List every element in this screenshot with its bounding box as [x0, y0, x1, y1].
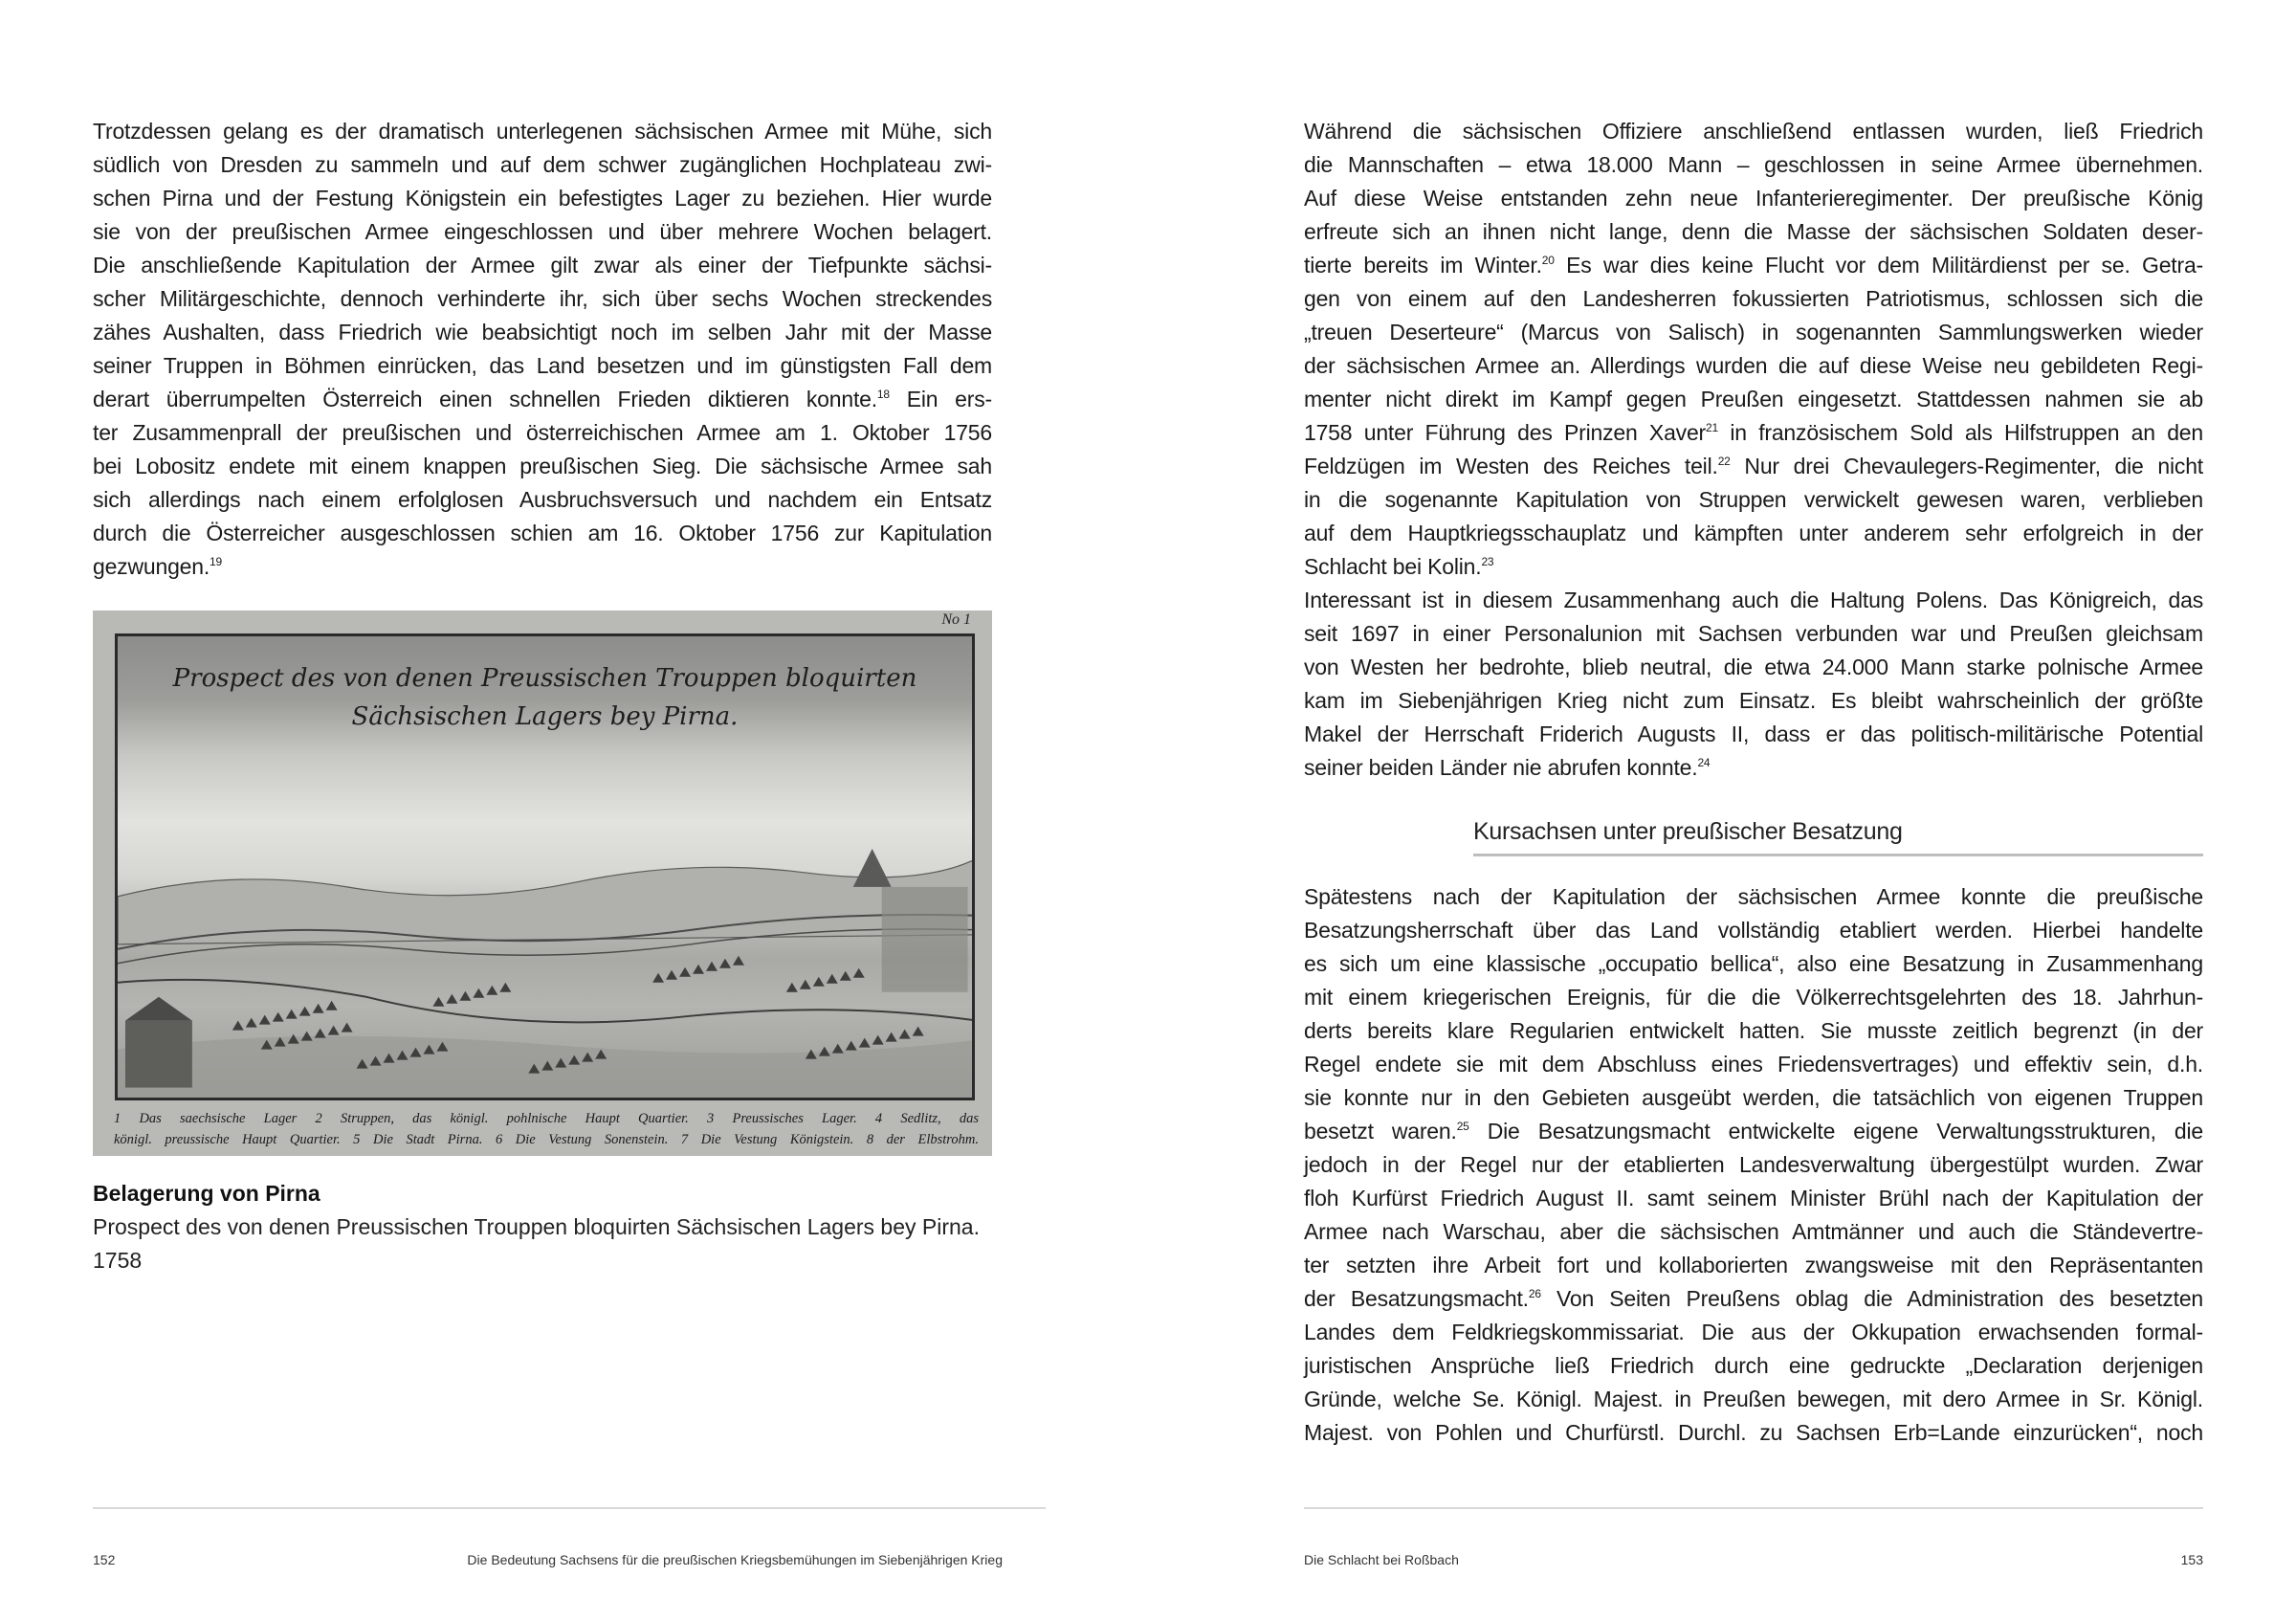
- right-paragraph-1: [1304, 115, 2203, 785]
- tent-mark: [370, 1056, 382, 1066]
- tent-mark: [384, 1054, 395, 1063]
- running-title: Die Schlacht bei Roßbach: [1304, 1552, 1459, 1567]
- line-text: die Mannschaften – etwa 18.000 Mann – geschlossen in seine Armee übernehmen.: [1304, 152, 2203, 177]
- legend-line-1: 1 Das saechsische Lager 2 Struppen, das königl. pohlnische Haupt Quartier. 3 Preussisches Lager. 4 Sedlitz, das: [114, 1111, 979, 1126]
- tent-mark: [246, 1018, 257, 1028]
- text-line: [93, 416, 992, 450]
- line-text: Armee nach Warschau, aber die sächsischen Amtmänner und auch die Ständevertre-: [1304, 1219, 2203, 1244]
- text-line: [1304, 981, 2203, 1014]
- tent-mark: [853, 968, 865, 978]
- line-text: Regel endete sie mit dem Abschluss eines Friedensvertrages) und effektiv sein, d.h.: [1304, 1052, 2203, 1077]
- plate-number: No 1: [941, 611, 971, 628]
- caption-title: Belagerung von Pirna: [93, 1181, 320, 1206]
- text-line: [1304, 148, 2203, 182]
- text-line: [93, 282, 992, 316]
- line-text: Ein ers-: [889, 387, 992, 411]
- line-text: der sächsischen Armee an. Allerdings wurden die auf diese Weise neu gebildeten Regi-: [1304, 353, 2203, 378]
- footnote-marker[interactable]: 20: [1541, 254, 1555, 267]
- text-line: [1304, 517, 2203, 550]
- figure-caption: [93, 1177, 992, 1277]
- line-text: es sich um eine klassische „occupatio bellica“, also eine Besatzung in Zusammenhang: [1304, 951, 2203, 976]
- footnote-marker[interactable]: 19: [210, 555, 222, 568]
- tent-mark: [328, 1026, 340, 1035]
- tent-mark: [733, 956, 744, 966]
- text-line: [93, 148, 992, 182]
- tent-mark: [693, 965, 704, 974]
- tent-mark: [326, 1001, 338, 1010]
- line-text: Feldzügen im Westen des Reiches teil.: [1304, 454, 1718, 478]
- text-line: [1304, 684, 2203, 718]
- line-text: jedoch in der Regel nur der etablierten Landesverwaltung übergestülpt wurden. Zwar: [1304, 1152, 2203, 1177]
- caption-description: Prospect des von denen Preussischen Trouppen bloquirten Sächsischen Lagers bey Pirna.: [93, 1214, 980, 1239]
- text-line: [1304, 914, 2203, 947]
- left-paragraph: [93, 115, 992, 584]
- line-text: floh Kurfürst Friedrich August II. samt seinem Minister Brühl nach der Kapitulation der: [1304, 1186, 2203, 1210]
- footnote-marker[interactable]: 25: [1456, 1120, 1469, 1133]
- tent-mark: [666, 970, 677, 980]
- line-text: in die sogenannte Kapitulation von Struppen verwickelt gewesen waren, verblieben: [1304, 487, 2203, 512]
- right-paragraph-2: [1304, 880, 2203, 1450]
- line-text: Auf diese Weise entstanden zehn neue Infanterieregimenter. Der preußische König: [1304, 186, 2203, 211]
- tent-mark: [286, 1010, 298, 1019]
- tent-mark: [459, 991, 471, 1001]
- line-text: derts bereits klare Regularien entwickelt hatten. Sie musste zeitlich begrenzt (in der: [1304, 1018, 2203, 1043]
- tent-mark: [436, 1042, 448, 1052]
- tent-mark: [846, 1041, 857, 1051]
- line-text: Besatzungsherrschaft über das Land vollständig etabliert werden. Hierbei handelte: [1304, 918, 2203, 943]
- line-text: „treuen Deserteure“ (Marcus von Salisch) in sogenannten Sammlungswerken wieder: [1304, 320, 2203, 344]
- line-text: ter setzten ihre Arbeit fort und kollaborierten zwangsweise mit den Repräsentanten: [1304, 1253, 2203, 1277]
- tent-mark: [719, 959, 731, 968]
- text-line: [1304, 115, 2203, 148]
- tent-mark: [410, 1048, 422, 1057]
- tent-mark: [473, 988, 484, 998]
- text-line: [1304, 450, 2203, 483]
- line-text: scher Militärgeschichte, dennoch verhinderte ihr, sich über sechs Wochen streckendes: [93, 286, 992, 311]
- line-text: gen von einem auf den Landesherren fokussierten Patriotismus, schlossen sich die: [1304, 286, 2203, 311]
- text-line: [1304, 947, 2203, 981]
- tent-mark: [259, 1015, 271, 1025]
- line-text: Die anschließende Kapitulation der Armee gilt zwar als einer der Tiefpunkte sächsi-: [93, 253, 992, 278]
- tent-mark: [313, 1004, 324, 1013]
- text-line: [1304, 880, 2203, 914]
- text-line: [93, 349, 992, 383]
- tent-mark: [528, 1064, 540, 1074]
- section-heading: [1473, 815, 2203, 856]
- engraving-title-line-2: Sächsischen Lagers bey Pirna.: [351, 702, 739, 731]
- line-text: Majest. von Pohlen und Churfürstl. Durchl. zu Sachsen Erb=Lande einzurücken“, noch: [1304, 1420, 2203, 1445]
- line-text: Es war dies keine Flucht vor dem Militärdienst per se. Getra-: [1554, 253, 2204, 278]
- line-text: seiner Truppen in Böhmen einrücken, das Land besetzen und im günstigsten Fall dem: [93, 353, 992, 378]
- line-text: Trotzdessen gelang es der dramatisch unterlegenen sächsischen Armee mit Mühe, sich: [93, 119, 992, 144]
- engraving-title-line-1: Prospect des von denen Preussischen Trouppen bloquirten: [172, 664, 917, 693]
- tent-mark: [800, 980, 811, 989]
- line-text: 1758 unter Führung des Prinzen Xaver: [1304, 420, 1707, 445]
- tent-mark: [232, 1021, 244, 1031]
- engraving-legend: [114, 1108, 979, 1150]
- engraving-title: [118, 659, 972, 736]
- section-heading-rule: [1473, 854, 2203, 856]
- text-line: [93, 483, 992, 517]
- text-line: [93, 182, 992, 215]
- right-page: [1148, 0, 2296, 1621]
- footnote-marker[interactable]: 26: [1528, 1287, 1541, 1300]
- tent-mark: [840, 971, 851, 981]
- text-line: [1304, 1349, 2203, 1383]
- text-line: [93, 517, 992, 550]
- text-line: [1304, 416, 2203, 450]
- text-line: [1304, 215, 2203, 249]
- line-text: sie von der preußischen Armee eingeschlossen und über mehrere Wochen belagert.: [93, 219, 992, 244]
- text-line: [1304, 617, 2203, 651]
- text-line: [1304, 1249, 2203, 1282]
- text-line: [1304, 751, 2203, 785]
- footer-rule: [1304, 1507, 2203, 1509]
- tent-mark: [342, 1023, 353, 1033]
- text-line: [1304, 1182, 2203, 1215]
- line-text: Während die sächsischen Offiziere anschließend entlassen wurden, ließ Friedrich: [1304, 119, 2203, 144]
- line-text: mit einem kriegerischen Ereignis, für die die Völkerrechtsgelehrten des 18. Jahrhun-: [1304, 985, 2203, 1010]
- tent-mark: [273, 1012, 284, 1022]
- text-line: [1304, 1316, 2203, 1349]
- footnote-marker[interactable]: 24: [1697, 756, 1711, 769]
- text-line: [93, 316, 992, 349]
- tent-mark: [595, 1050, 607, 1059]
- line-text: gezwungen.: [93, 554, 210, 579]
- line-text: erfreute sich an ihnen nicht lange, denn die Masse der sächsischen Soldaten deser-: [1304, 219, 2203, 244]
- text-line: [93, 215, 992, 249]
- line-text: seiner beiden Länder nie abrufen konnte.: [1304, 755, 1698, 780]
- engraving-frame: [115, 633, 975, 1100]
- text-line: [1304, 550, 2203, 584]
- tent-mark: [261, 1040, 273, 1050]
- line-text: von Westen her bedrohte, blieb neutral, die etwa 24.000 Mann starke polnische Armee: [1304, 655, 2203, 679]
- text-line: [1304, 1148, 2203, 1182]
- page-number: 153: [2180, 1552, 2203, 1567]
- line-text: ter Zusammenprall der preußischen und österreichischen Armee am 1. Oktober 1756: [93, 420, 992, 445]
- line-text: juristischen Ansprüche ließ Friedrich durch eine gedruckte „Declaration derjenigen: [1304, 1353, 2203, 1378]
- line-text: durch die Österreicher ausgeschlossen schien am 16. Oktober 1756 zur Kapitulation: [93, 521, 992, 545]
- text-line: [1304, 718, 2203, 751]
- line-text: sie konnte nur in den Gebieten ausgeübt werden, die tatsächlich von eigenen Truppen: [1304, 1085, 2203, 1110]
- tent-mark: [899, 1030, 911, 1039]
- text-line: [1304, 1282, 2203, 1316]
- tent-mark: [288, 1034, 299, 1044]
- tent-mark: [819, 1047, 830, 1056]
- text-line: [1304, 1014, 2203, 1048]
- tent-mark: [446, 994, 457, 1004]
- line-text: der Besatzungsmacht.: [1304, 1286, 1529, 1311]
- tent-mark: [568, 1055, 580, 1065]
- text-line: [1304, 1115, 2203, 1148]
- tent-mark: [315, 1029, 326, 1038]
- line-text: zähes Aushalten, dass Friedrich wie beabsichtigt noch im selben Jahr mit der Masse: [93, 320, 992, 344]
- tent-mark: [301, 1032, 313, 1041]
- tent-mark: [555, 1058, 566, 1068]
- tent-mark: [886, 1033, 897, 1042]
- tent-mark: [859, 1038, 871, 1048]
- tent-mark: [813, 977, 825, 987]
- footer-rule: [93, 1507, 1046, 1509]
- line-text: besetzt waren.: [1304, 1119, 1457, 1144]
- text-line: [1304, 651, 2203, 684]
- running-title: Die Bedeutung Sachsens für die preußischen Kriegsbemühungen im Siebenjährigen Krieg: [467, 1552, 1003, 1567]
- line-text: bei Lobositz endete mit einem knappen preußischen Sieg. Die sächsische Armee sah: [93, 454, 992, 478]
- caption-year: 1758: [93, 1248, 143, 1273]
- text-line: [1304, 1048, 2203, 1081]
- text-line: [93, 249, 992, 282]
- line-text: Von Seiten Preußens oblag die Administration des besetzten: [1540, 1286, 2204, 1311]
- tent-mark: [806, 1050, 817, 1059]
- text-line: [1304, 316, 2203, 349]
- text-line: [1304, 282, 2203, 316]
- line-text: Die Besatzungsmacht entwickelte eigene Verwaltungsstrukturen, die: [1468, 1119, 2204, 1144]
- line-text: Schlacht bei Kolin.: [1304, 554, 1482, 579]
- text-line: [1304, 349, 2203, 383]
- line-text: menter nicht direkt im Kampf gegen Preußen eingesetzt. Stattdessen nahmen sie ab: [1304, 387, 2203, 411]
- engraving-figure: [93, 611, 992, 1156]
- line-text: Landes dem Feldkriegskommissariat. Die aus der Okkupation erwachsenden formal-: [1304, 1320, 2203, 1344]
- line-text: südlich von Dresden zu sammeln und auf dem schwer zugänglichen Hochplateau zwi-: [93, 152, 992, 177]
- line-text: sich allerdings nach einem erfolglosen Ausbruchsversuch und nachdem ein Entsatz: [93, 487, 992, 512]
- footnote-marker[interactable]: 21: [1706, 421, 1718, 434]
- text-line: [1304, 383, 2203, 416]
- footnote-marker[interactable]: 23: [1481, 555, 1494, 568]
- tent-mark: [499, 983, 511, 992]
- tent-mark: [786, 983, 798, 992]
- footnote-marker[interactable]: 18: [876, 388, 890, 401]
- text-line: [1304, 1383, 2203, 1416]
- line-text: Spätestens nach der Kapitulation der sächsischen Armee konnte die preußische: [1304, 884, 2203, 909]
- tent-mark: [913, 1027, 924, 1036]
- line-text: auf dem Hauptkriegsschauplatz und kämpften unter anderem sehr erfolgreich in der: [1304, 521, 2203, 545]
- tent-mark: [486, 986, 497, 995]
- text-line: [1304, 182, 2203, 215]
- line-text: derart überrumpelten Österreich einen schnellen Frieden diktieren konnte.: [93, 387, 877, 411]
- tent-mark: [423, 1045, 434, 1055]
- tent-mark: [275, 1037, 286, 1047]
- line-text: kam im Siebenjährigen Krieg nicht zum Einsatz. Es bleibt wahrscheinlich der größte: [1304, 688, 2203, 713]
- section-heading-text: Kursachsen unter preußischer Besatzung: [1473, 818, 1903, 845]
- text-line: [1304, 483, 2203, 517]
- line-text: in französischem Sold als Hilfstruppen an den: [1717, 420, 2203, 445]
- text-line: [1304, 584, 2203, 617]
- camp-tents: [118, 830, 975, 1098]
- tent-mark: [832, 1044, 844, 1054]
- tent-mark: [432, 997, 444, 1007]
- tent-mark: [706, 962, 718, 971]
- line-text: Interessant ist in diesem Zusammenhang auch die Haltung Polens. Das Königreich, das: [1304, 588, 2203, 612]
- line-text: schen Pirna und der Festung Königstein ein befestigtes Lager zu beziehen. Hier wurde: [93, 186, 992, 211]
- text-line: [1304, 1416, 2203, 1450]
- page-number: 152: [93, 1552, 116, 1567]
- text-line: [1304, 1081, 2203, 1115]
- footnote-marker[interactable]: 22: [1717, 455, 1731, 468]
- line-text: Nur drei Chevaulegers-Regimenter, die nicht: [1730, 454, 2203, 478]
- tent-mark: [357, 1059, 368, 1069]
- legend-line-2: königl. preussische Haupt Quartier. 5 Die Stadt Pirna. 6 Die Vestung Sonenstein. 7 Die Vestung Königstein. 8 der Elbstrohm.: [114, 1132, 979, 1147]
- tent-mark: [541, 1061, 553, 1071]
- tent-mark: [397, 1051, 408, 1060]
- line-text: Makel der Herrschaft Friderich Augusts II, dass er das politisch-militärische Potential: [1304, 722, 2203, 746]
- tent-mark: [872, 1035, 884, 1045]
- text-line: [93, 115, 992, 148]
- line-text: seit 1697 in einer Personalunion mit Sachsen verbunden war und Preußen gleichsam: [1304, 621, 2203, 646]
- line-text: Gründe, welche Se. Königl. Majest. in Preußen bewegen, mit dero Armee in Sr. Königl.: [1304, 1387, 2203, 1411]
- tent-mark: [652, 973, 664, 983]
- text-line: [1304, 1215, 2203, 1249]
- tent-mark: [299, 1007, 311, 1016]
- tent-mark: [827, 974, 838, 984]
- text-line: [93, 383, 992, 416]
- tent-mark: [679, 967, 691, 977]
- text-line: [93, 450, 992, 483]
- text-line: [1304, 249, 2203, 282]
- line-text: tierte bereits im Winter.: [1304, 253, 1542, 278]
- tent-mark: [582, 1053, 593, 1062]
- text-line: [93, 550, 992, 584]
